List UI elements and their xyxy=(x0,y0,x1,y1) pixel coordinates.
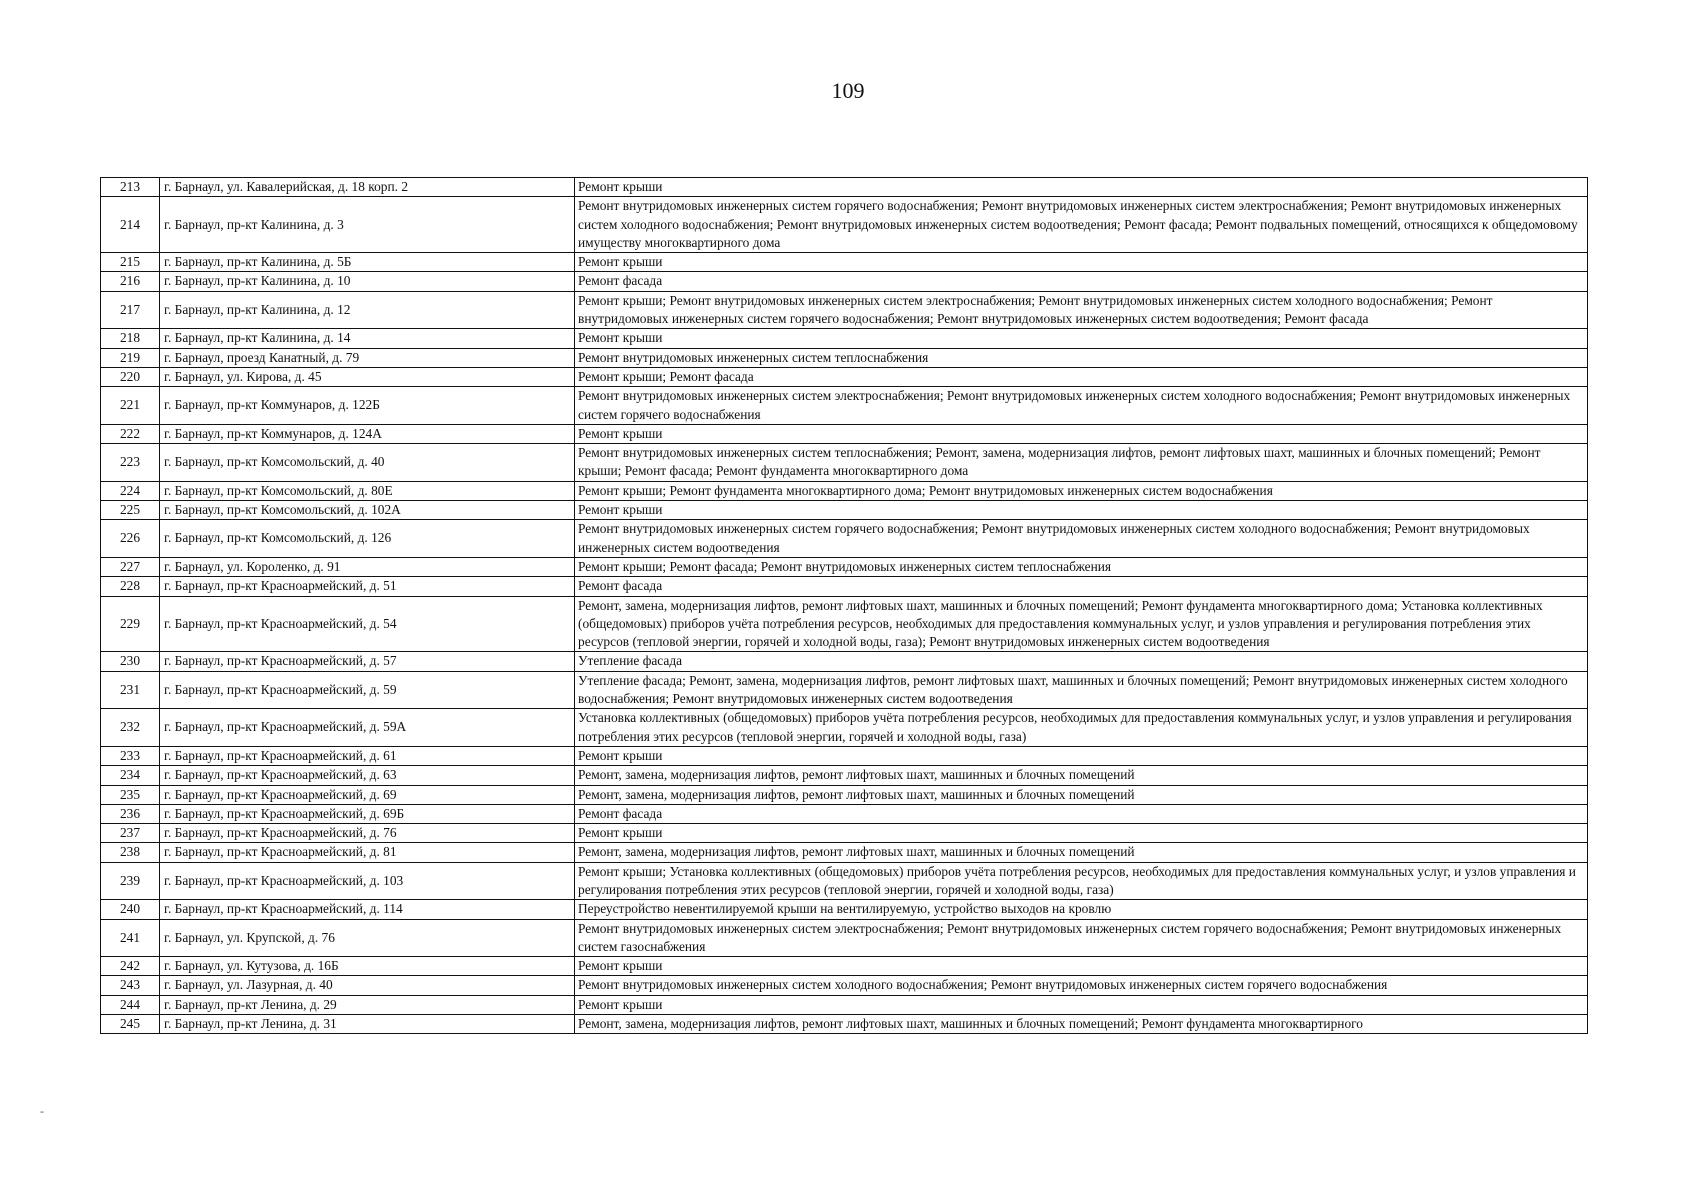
work-type-cell: Ремонт крыши xyxy=(575,424,1588,443)
table-row xyxy=(101,671,1588,709)
address-cell: г. Барнаул, пр-кт Красноармейский, д. 114 xyxy=(160,900,575,919)
address-cell: г. Барнаул, ул. Короленко, д. 91 xyxy=(160,557,575,576)
table-row xyxy=(101,367,1588,386)
row-number-cell: 224 xyxy=(101,481,160,500)
address-cell: г. Барнаул, пр-кт Комсомольский, д. 80Е xyxy=(160,481,575,500)
table-row xyxy=(101,272,1588,291)
row-number-cell: 230 xyxy=(101,652,160,671)
table-row xyxy=(101,387,1588,425)
row-number-cell: 235 xyxy=(101,785,160,804)
work-type-cell: Ремонт крыши xyxy=(575,995,1588,1014)
work-type-cell: Ремонт крыши; Ремонт фундамента многоквартирного дома; Ремонт внутридомовых инженерных систем водоснабжения xyxy=(575,481,1588,500)
work-type-cell: Ремонт крыши; Ремонт фасада; Ремонт внутридомовых инженерных систем теплоснабжения xyxy=(575,557,1588,576)
address-cell: г. Барнаул, пр-кт Красноармейский, д. 51 xyxy=(160,577,575,596)
scan-mark: - xyxy=(40,1104,44,1118)
work-type-cell: Ремонт крыши xyxy=(575,178,1588,197)
table-row xyxy=(101,481,1588,500)
row-number-cell: 242 xyxy=(101,957,160,976)
work-type-cell: Ремонт, замена, модернизация лифтов, ремонт лифтовых шахт, машинных и блочных помещений xyxy=(575,785,1588,804)
table-row xyxy=(101,291,1588,329)
address-cell: г. Барнаул, пр-кт Калинина, д. 12 xyxy=(160,291,575,329)
row-number-cell: 229 xyxy=(101,596,160,652)
address-cell: г. Барнаул, пр-кт Ленина, д. 31 xyxy=(160,1015,575,1034)
work-type-cell: Ремонт фасада xyxy=(575,272,1588,291)
address-cell: г. Барнаул, пр-кт Красноармейский, д. 61 xyxy=(160,746,575,765)
table-row xyxy=(101,557,1588,576)
table-row xyxy=(101,804,1588,823)
work-type-cell: Ремонт крыши xyxy=(575,253,1588,272)
table-row xyxy=(101,652,1588,671)
row-number-cell: 237 xyxy=(101,824,160,843)
row-number-cell: 238 xyxy=(101,843,160,862)
table-row xyxy=(101,919,1588,957)
row-number-cell: 231 xyxy=(101,671,160,709)
address-cell: г. Барнаул, пр-кт Красноармейский, д. 103 xyxy=(160,862,575,900)
table-row xyxy=(101,785,1588,804)
address-cell: г. Барнаул, пр-кт Комсомольский, д. 40 xyxy=(160,444,575,482)
row-number-cell: 236 xyxy=(101,804,160,823)
work-type-cell: Ремонт внутридомовых инженерных систем теплоснабжения; Ремонт, замена, модернизация лифтов, ремонт лифтовых шахт, машинных и блочных помещений; Ремонт крыши; Ремонт фасада; Ремонт фундамента многоквартирного дома xyxy=(575,444,1588,482)
row-number-cell: 244 xyxy=(101,995,160,1014)
work-type-cell: Ремонт крыши xyxy=(575,746,1588,765)
table-row xyxy=(101,520,1588,558)
table-row xyxy=(101,348,1588,367)
row-number-cell: 225 xyxy=(101,501,160,520)
row-number-cell: 215 xyxy=(101,253,160,272)
table-row xyxy=(101,197,1588,253)
table-row xyxy=(101,766,1588,785)
table-row xyxy=(101,709,1588,747)
row-number-cell: 222 xyxy=(101,424,160,443)
work-type-cell: Ремонт крыши; Ремонт фасада xyxy=(575,367,1588,386)
work-type-cell: Ремонт, замена, модернизация лифтов, ремонт лифтовых шахт, машинных и блочных помещений; Ремонт фундамента многоквартирного дома; Установка коллективных (общедомовых) приборов учёта потребления ресурсов, необходимых для предоставления коммунальных услуг, и узлов управления и регулирования потребления этих ресурсов (тепловой энергии, горячей и холодной воды, газа); Ремонт внутридомовых инженерных систем водоотведения xyxy=(575,596,1588,652)
table-row xyxy=(101,596,1588,652)
table-row xyxy=(101,178,1588,197)
table-row xyxy=(101,746,1588,765)
work-type-cell: Ремонт, замена, модернизация лифтов, ремонт лифтовых шахт, машинных и блочных помещений xyxy=(575,766,1588,785)
table-row xyxy=(101,577,1588,596)
address-cell: г. Барнаул, пр-кт Красноармейский, д. 69 xyxy=(160,785,575,804)
work-type-cell: Ремонт внутридомовых инженерных систем электроснабжения; Ремонт внутридомовых инженерных систем горячего водоснабжения; Ремонт внутридомовых инженерных систем газоснабжения xyxy=(575,919,1588,957)
address-cell: г. Барнаул, пр-кт Красноармейский, д. 59А xyxy=(160,709,575,747)
address-cell: г. Барнаул, ул. Кавалерийская, д. 18 корп. 2 xyxy=(160,178,575,197)
table-row xyxy=(101,995,1588,1014)
row-number-cell: 214 xyxy=(101,197,160,253)
work-type-cell: Ремонт крыши xyxy=(575,957,1588,976)
row-number-cell: 223 xyxy=(101,444,160,482)
work-type-cell: Ремонт крыши; Установка коллективных (общедомовых) приборов учёта потребления ресурсов, необходимых для предоставления коммунальных услуг, и узлов управления и регулирования потребления этих ресурсов (тепловой энергии, горячей и холодной воды, газа) xyxy=(575,862,1588,900)
table-row xyxy=(101,253,1588,272)
table-row xyxy=(101,976,1588,995)
work-type-cell: Ремонт фасада xyxy=(575,804,1588,823)
row-number-cell: 233 xyxy=(101,746,160,765)
address-cell: г. Барнаул, пр-кт Красноармейский, д. 81 xyxy=(160,843,575,862)
address-cell: г. Барнаул, пр-кт Калинина, д. 3 xyxy=(160,197,575,253)
row-number-cell: 219 xyxy=(101,348,160,367)
work-type-cell: Ремонт внутридомовых инженерных систем теплоснабжения xyxy=(575,348,1588,367)
row-number-cell: 218 xyxy=(101,329,160,348)
address-cell: г. Барнаул, пр-кт Коммунаров, д. 124А xyxy=(160,424,575,443)
table-row xyxy=(101,444,1588,482)
table-row xyxy=(101,329,1588,348)
address-cell: г. Барнаул, ул. Кирова, д. 45 xyxy=(160,367,575,386)
work-type-cell: Ремонт крыши; Ремонт внутридомовых инженерных систем электроснабжения; Ремонт внутридомовых инженерных систем холодного водоснабжения; Ремонт внутридомовых инженерных систем горячего водоснабжения; Ремонт внутридомовых инженерных систем водоотведения; Ремонт фасада xyxy=(575,291,1588,329)
row-number-cell: 240 xyxy=(101,900,160,919)
work-type-cell: Ремонт крыши xyxy=(575,824,1588,843)
row-number-cell: 226 xyxy=(101,520,160,558)
table-row xyxy=(101,1015,1588,1034)
address-cell: г. Барнаул, проезд Канатный, д. 79 xyxy=(160,348,575,367)
row-number-cell: 245 xyxy=(101,1015,160,1034)
table-row xyxy=(101,424,1588,443)
address-cell: г. Барнаул, пр-кт Красноармейский, д. 57 xyxy=(160,652,575,671)
row-number-cell: 228 xyxy=(101,577,160,596)
table-row xyxy=(101,900,1588,919)
address-cell: г. Барнаул, пр-кт Калинина, д. 5Б xyxy=(160,253,575,272)
work-type-cell: Ремонт крыши xyxy=(575,501,1588,520)
work-type-cell: Ремонт крыши xyxy=(575,329,1588,348)
table-row xyxy=(101,862,1588,900)
row-number-cell: 220 xyxy=(101,367,160,386)
row-number-cell: 232 xyxy=(101,709,160,747)
row-number-cell: 234 xyxy=(101,766,160,785)
address-cell: г. Барнаул, пр-кт Калинина, д. 10 xyxy=(160,272,575,291)
address-cell: г. Барнаул, пр-кт Красноармейский, д. 76 xyxy=(160,824,575,843)
table-row xyxy=(101,957,1588,976)
work-type-cell: Установка коллективных (общедомовых) приборов учёта потребления ресурсов, необходимых для предоставления коммунальных услуг, и узлов управления и регулирования потребления этих ресурсов (тепловой энергии, горячей и холодной воды, газа) xyxy=(575,709,1588,747)
address-cell: г. Барнаул, пр-кт Коммунаров, д. 122Б xyxy=(160,387,575,425)
address-cell: г. Барнаул, пр-кт Ленина, д. 29 xyxy=(160,995,575,1014)
work-type-cell: Утепление фасада; Ремонт, замена, модернизация лифтов, ремонт лифтовых шахт, машинных и блочных помещений; Ремонт внутридомовых инженерных систем холодного водоснабжения; Ремонт внутридомовых инженерных систем водоотведения xyxy=(575,671,1588,709)
address-cell: г. Барнаул, ул. Крупской, д. 76 xyxy=(160,919,575,957)
address-cell: г. Барнаул, пр-кт Красноармейский, д. 63 xyxy=(160,766,575,785)
table-body xyxy=(101,178,1588,1034)
table-row xyxy=(101,501,1588,520)
row-number-cell: 216 xyxy=(101,272,160,291)
work-type-cell: Утепление фасада xyxy=(575,652,1588,671)
row-number-cell: 217 xyxy=(101,291,160,329)
page-number: 109 xyxy=(831,78,865,103)
row-number-cell: 243 xyxy=(101,976,160,995)
work-type-cell: Переустройство невентилируемой крыши на вентилируемую, устройство выходов на кровлю xyxy=(575,900,1588,919)
row-number-cell: 241 xyxy=(101,919,160,957)
address-cell: г. Барнаул, пр-кт Калинина, д. 14 xyxy=(160,329,575,348)
work-type-cell: Ремонт внутридомовых инженерных систем электроснабжения; Ремонт внутридомовых инженерных систем холодного водоснабжения; Ремонт внутридомовых инженерных систем горячего водоснабжения xyxy=(575,387,1588,425)
row-number-cell: 227 xyxy=(101,557,160,576)
address-cell: г. Барнаул, пр-кт Красноармейский, д. 59 xyxy=(160,671,575,709)
row-number-cell: 239 xyxy=(101,862,160,900)
work-type-cell: Ремонт, замена, модернизация лифтов, ремонт лифтовых шахт, машинных и блочных помещений; Ремонт фундамента многоквартирного xyxy=(575,1015,1588,1034)
table-row xyxy=(101,843,1588,862)
address-cell: г. Барнаул, пр-кт Красноармейский, д. 69Б xyxy=(160,804,575,823)
work-type-cell: Ремонт внутридомовых инженерных систем холодного водоснабжения; Ремонт внутридомовых инженерных систем горячего водоснабжения xyxy=(575,976,1588,995)
address-cell: г. Барнаул, ул. Кутузова, д. 16Б xyxy=(160,957,575,976)
table-row xyxy=(101,824,1588,843)
address-cell: г. Барнаул, пр-кт Комсомольский, д. 126 xyxy=(160,520,575,558)
work-type-cell: Ремонт внутридомовых инженерных систем горячего водоснабжения; Ремонт внутридомовых инженерных систем электроснабжения; Ремонт внутридомовых инженерных систем холодного водоснабжения; Ремонт внутридомовых инженерных систем водоотведения; Ремонт фасада; Ремонт подвальных помещений, относящихся к общедомовому имуществу многоквартирного дома xyxy=(575,197,1588,253)
row-number-cell: 221 xyxy=(101,387,160,425)
work-type-cell: Ремонт фасада xyxy=(575,577,1588,596)
repair-program-table xyxy=(100,177,1588,1034)
address-cell: г. Барнаул, ул. Лазурная, д. 40 xyxy=(160,976,575,995)
address-cell: г. Барнаул, пр-кт Комсомольский, д. 102А xyxy=(160,501,575,520)
work-type-cell: Ремонт внутридомовых инженерных систем горячего водоснабжения; Ремонт внутридомовых инженерных систем холодного водоснабжения; Ремонт внутридомовых инженерных систем водоотведения xyxy=(575,520,1588,558)
work-type-cell: Ремонт, замена, модернизация лифтов, ремонт лифтовых шахт, машинных и блочных помещений xyxy=(575,843,1588,862)
row-number-cell: 213 xyxy=(101,178,160,197)
address-cell: г. Барнаул, пр-кт Красноармейский, д. 54 xyxy=(160,596,575,652)
